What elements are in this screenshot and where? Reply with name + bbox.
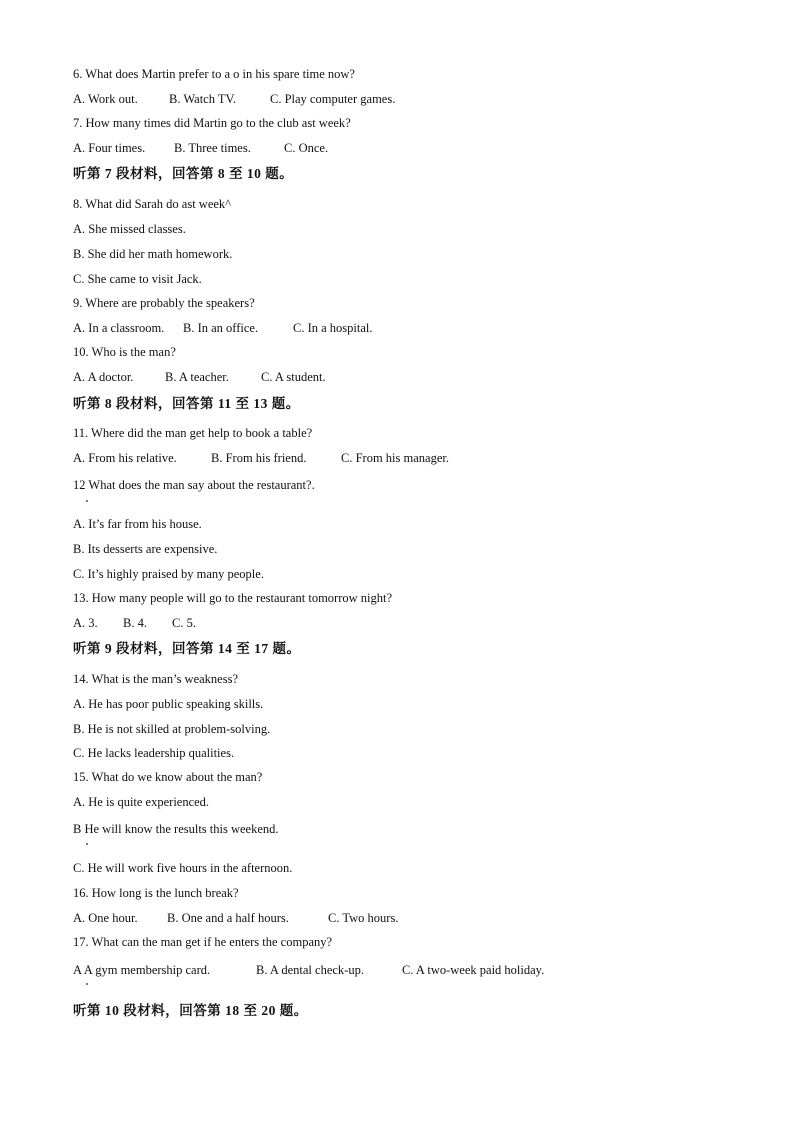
- answer-option: B. Three times.: [174, 141, 251, 155]
- question-text: 6. What does Martin prefer to a o in his spare time now?: [73, 67, 355, 81]
- answer-option: C. Two hours.: [328, 911, 399, 925]
- answer-options-row: [73, 615, 196, 631]
- question-text: B. She did her math homework.: [73, 247, 233, 261]
- answer-option: B. A teacher.: [165, 370, 229, 384]
- answer-options-row: [73, 91, 395, 107]
- question-text: C. He will work five hours in the afternoon.: [73, 861, 293, 875]
- question-text: 16. How long is the lunch break?: [73, 886, 239, 900]
- answer-options-row: [73, 369, 326, 385]
- answer-options-row: [73, 140, 328, 156]
- section-heading: 听第 7 段材料，回答第 8 至 10 题。: [73, 166, 294, 181]
- answer-option: B. From his friend.: [211, 451, 307, 465]
- scan-artifact-dot: [86, 843, 88, 845]
- answer-option: A. 3.: [73, 616, 98, 630]
- question-text: 7. How many times did Martin go to the club ast week?: [73, 116, 351, 130]
- answer-option: C. A student.: [261, 370, 326, 384]
- answer-options-row: [73, 962, 544, 978]
- question-text: B. He is not skilled at problem-solving.: [73, 722, 271, 736]
- question-text: B He will know the results this weekend.: [73, 822, 279, 836]
- answer-option: C. 5.: [172, 616, 196, 630]
- question-text: 8. What did Sarah do ast week^: [73, 197, 232, 211]
- answer-options-row: [73, 450, 449, 466]
- section-heading: 听第 10 段材料，回答第 18 至 20 题。: [73, 1003, 308, 1018]
- answer-option: B. A dental check-up.: [256, 963, 364, 977]
- answer-option: A. Four times.: [73, 141, 146, 155]
- question-text: C. It’s highly praised by many people.: [73, 567, 264, 581]
- question-text: 9. Where are probably the speakers?: [73, 296, 255, 310]
- answer-option: C. Play computer games.: [270, 92, 396, 106]
- section-heading: 听第 8 段材料，回答第 11 至 13 题。: [73, 396, 300, 411]
- scan-artifact-dot: [86, 983, 88, 985]
- question-text: 10. Who is the man?: [73, 345, 176, 359]
- answer-options-row: [73, 910, 398, 926]
- question-text: 11. Where did the man get help to book a table?: [73, 426, 313, 440]
- answer-option: A. Work out.: [73, 92, 138, 106]
- answer-options-row: [73, 320, 373, 336]
- question-text: A. It’s far from his house.: [73, 517, 202, 531]
- question-text: A. He is quite experienced.: [73, 795, 210, 809]
- question-text: A. She missed classes.: [73, 222, 186, 236]
- answer-option: C. A two-week paid holiday.: [402, 963, 545, 977]
- answer-option: B. In an office.: [183, 321, 259, 335]
- answer-option: A. A doctor.: [73, 370, 134, 384]
- section-heading: 听第 9 段材料，回答第 14 至 17 题。: [73, 641, 301, 656]
- answer-option: B. One and a half hours.: [167, 911, 289, 925]
- question-text: 14. What is the man’s weakness?: [73, 672, 239, 686]
- question-text: 17. What can the man get if he enters the company?: [73, 935, 333, 949]
- question-text: 13. How many people will go to the restaurant tomorrow night?: [73, 591, 393, 605]
- answer-option: A. From his relative.: [73, 451, 177, 465]
- question-text: C. He lacks leadership qualities.: [73, 746, 235, 760]
- answer-option: A A gym membership card.: [73, 963, 211, 977]
- question-text: C. She came to visit Jack.: [73, 272, 202, 286]
- answer-option: C. From his manager.: [341, 451, 449, 465]
- question-text: A. He has poor public speaking skills.: [73, 697, 264, 711]
- answer-option: C. Once.: [284, 141, 329, 155]
- question-text: 15. What do we know about the man?: [73, 770, 263, 784]
- answer-option: B. 4.: [123, 616, 147, 630]
- answer-option: A. In a classroom.: [73, 321, 165, 335]
- question-text: 12 What does the man say about the restaurant?.: [73, 478, 315, 492]
- scan-artifact-dot: [86, 500, 88, 502]
- answer-option: C. In a hospital.: [293, 321, 373, 335]
- answer-option: A. One hour.: [73, 911, 138, 925]
- answer-option: B. Watch TV.: [169, 92, 237, 106]
- question-text: B. Its desserts are expensive.: [73, 542, 218, 556]
